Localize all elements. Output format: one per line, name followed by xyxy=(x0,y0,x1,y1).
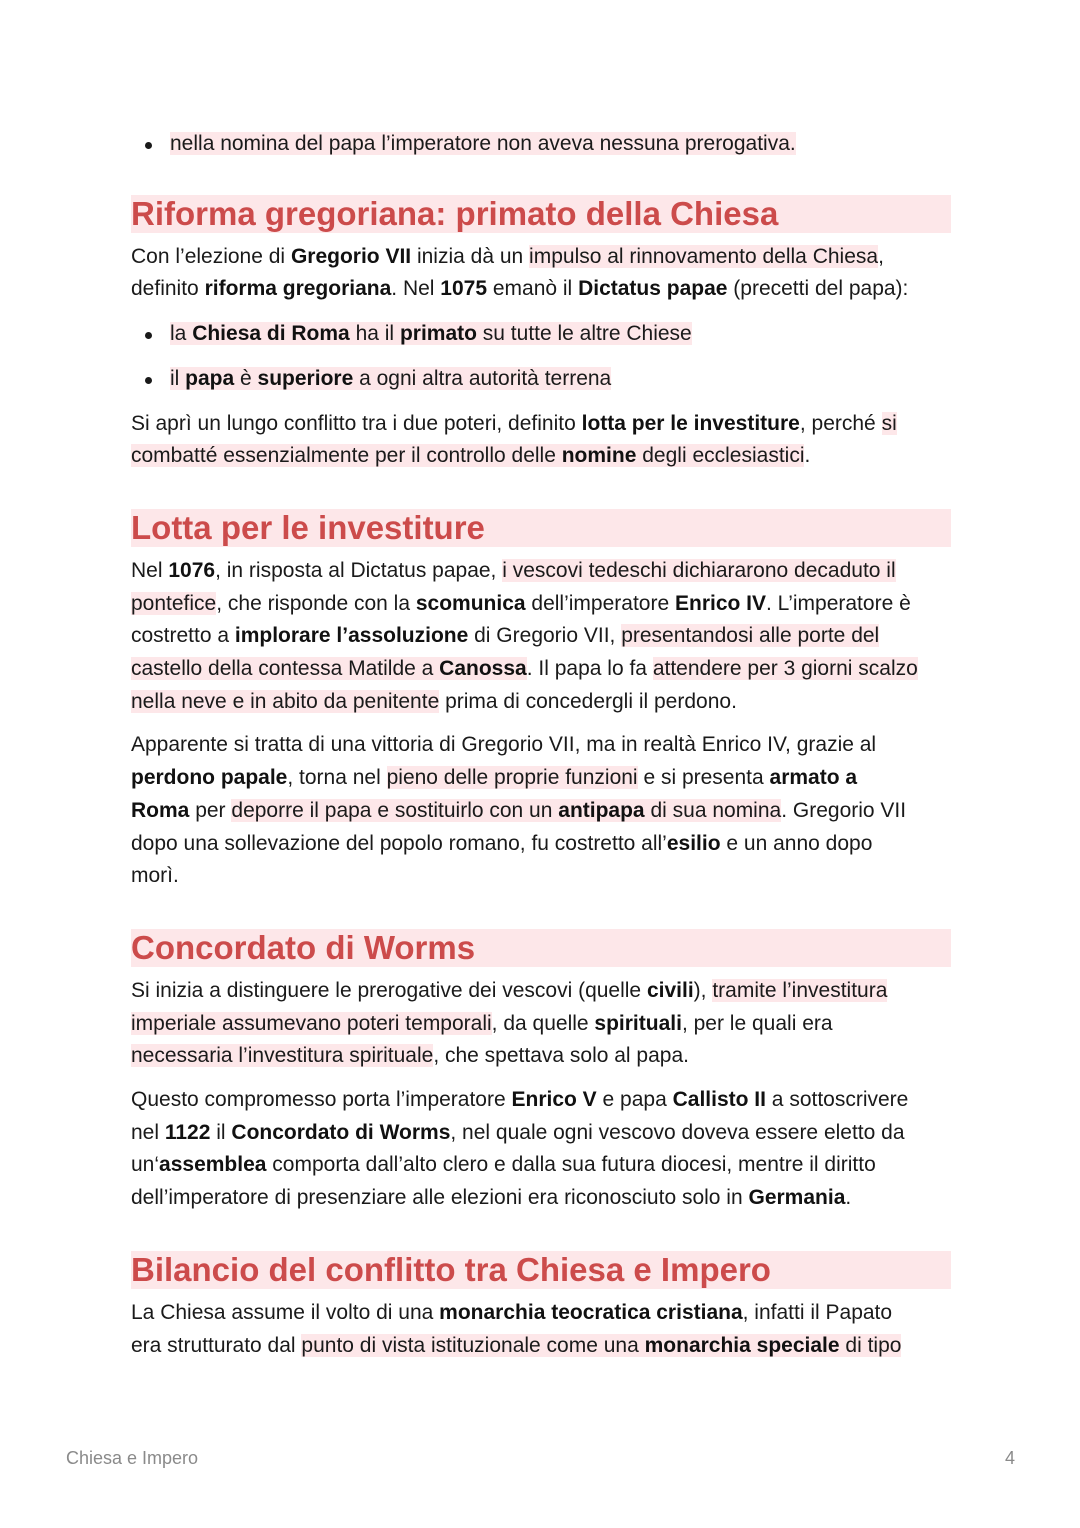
bold-text: civili xyxy=(646,978,694,1002)
text: . L’imperatore è xyxy=(766,591,911,615)
text: è xyxy=(234,366,258,390)
text: , che risponde con la xyxy=(216,591,416,615)
text: . Gregorio VII xyxy=(781,798,907,822)
text: ha il xyxy=(349,322,400,346)
text: ), xyxy=(693,978,713,1002)
text: Nel xyxy=(131,558,169,582)
bold-text: esilio xyxy=(666,831,721,855)
highlighted-text: presentandosi alle porte del xyxy=(621,624,880,648)
highlighted-text: di tipo xyxy=(839,1333,902,1357)
text: era strutturato dal xyxy=(131,1333,302,1357)
bold-text: spirituali xyxy=(594,1011,682,1035)
footer-document-title: Chiesa e Impero xyxy=(66,1448,199,1468)
bold-text: scomunica xyxy=(415,591,526,615)
bold-text: Canossa xyxy=(439,657,527,681)
text: su tutte le altre Chiese xyxy=(476,322,692,346)
text: a sottoscrivere xyxy=(765,1088,909,1112)
section-heading: Bilancio del conflitto tra Chiesa e Impero xyxy=(131,1251,951,1289)
text: , perché xyxy=(799,411,882,435)
bold-text: Callisto II xyxy=(672,1088,766,1112)
text: , nel quale ogni vescovo doveva essere eletto da xyxy=(450,1120,905,1144)
highlighted-text: imperiale assumevano poteri temporali xyxy=(131,1011,492,1035)
bold-text: Chiesa di Roma xyxy=(192,322,350,346)
bold-text: papa xyxy=(185,366,235,390)
text: dell’imperatore di presenziare alle elezioni era riconosciuto solo in xyxy=(131,1186,749,1210)
text: e papa xyxy=(596,1088,673,1112)
text: . Il papa lo fa xyxy=(526,657,653,681)
bold-text: Dictatus papae xyxy=(578,277,728,301)
bold-text: 1122 xyxy=(164,1120,211,1144)
text: inizia dà un xyxy=(411,244,530,268)
text: , infatti il Papato xyxy=(742,1300,893,1324)
text: dell’imperatore xyxy=(525,591,675,615)
section-lotta-investiture xyxy=(131,509,951,893)
section-heading: Riforma gregoriana: primato della Chiesa xyxy=(131,195,951,233)
bold-text: 1075 xyxy=(440,277,488,301)
text: e si presenta xyxy=(637,766,770,790)
text: definito xyxy=(131,277,205,301)
paragraph xyxy=(131,975,951,1073)
section-bilancio-conflitto xyxy=(131,1251,951,1362)
text: , da quelle xyxy=(491,1011,595,1035)
bold-text: armato a xyxy=(769,766,858,790)
text: . Nel xyxy=(391,277,441,301)
text: Apparente si tratta di una vittoria di Gregorio VII, ma in realtà Enrico IV, grazie al xyxy=(131,733,877,757)
text: per xyxy=(189,798,232,822)
text: La Chiesa assume il volto di una xyxy=(131,1300,440,1324)
highlighted-text: si xyxy=(881,411,897,435)
highlighted-text: deporre il papa e sostituirlo con un xyxy=(231,798,559,822)
paragraph xyxy=(131,555,951,719)
paragraph xyxy=(131,1297,951,1362)
section-heading: Concordato di Worms xyxy=(131,929,951,967)
bold-text: Enrico IV xyxy=(674,591,767,615)
text: il xyxy=(210,1120,232,1144)
highlighted-text: punto di vista istituzionale come una xyxy=(301,1333,645,1357)
text: morì. xyxy=(131,864,179,888)
paragraph xyxy=(131,408,951,473)
text: un‘ xyxy=(131,1153,160,1177)
bold-text: lotta per le investiture xyxy=(581,411,800,435)
bold-text: Gregorio VII xyxy=(290,244,412,268)
bullet-list xyxy=(131,318,951,395)
section-riforma-gregoriana xyxy=(131,195,951,473)
paragraph xyxy=(131,729,951,893)
bold-text: Concordato di Worms xyxy=(231,1120,451,1144)
highlighted-text: di sua nomina xyxy=(644,798,782,822)
text: Questo compromesso porta l’imperatore xyxy=(131,1088,512,1112)
text: a ogni altra autorità terrena xyxy=(353,366,612,390)
bold-text: monarchia teocratica cristiana xyxy=(439,1300,743,1324)
footer-page-number: 4 xyxy=(1004,1448,1015,1468)
highlighted-text: degli ecclesiastici xyxy=(636,444,805,468)
bold-text: primato xyxy=(399,322,477,346)
highlighted-text: pieno delle proprie funzioni xyxy=(386,766,638,790)
text: emanò il xyxy=(487,277,579,301)
highlighted-text: combatté essenzialmente per il controllo delle xyxy=(131,444,562,468)
bold-text: assemblea xyxy=(159,1153,267,1177)
highlighted-text: necessaria l’investitura spirituale xyxy=(131,1044,434,1068)
text: , che spettava solo al papa. xyxy=(433,1044,689,1068)
bold-text: Roma xyxy=(131,798,190,822)
bold-text: perdono papale xyxy=(131,766,288,790)
bold-text: 1076 xyxy=(168,558,216,582)
highlighted-text: i vescovi tedeschi dichiararono decaduto il xyxy=(502,558,896,582)
intro-bullet-list xyxy=(131,128,951,161)
text: (precetti del papa): xyxy=(727,277,909,301)
highlighted-text: nella nomina del papa l’imperatore non aveva nessuna prerogativa. xyxy=(170,132,796,155)
list-item xyxy=(131,128,951,161)
bold-text: Enrico V xyxy=(511,1088,597,1112)
highlighted-text: castello della contessa Matilde a xyxy=(131,657,440,681)
text: di Gregorio VII, xyxy=(468,624,622,648)
bold-text: riforma gregoriana xyxy=(204,277,392,301)
list-item xyxy=(131,363,951,396)
highlighted-text: pontefice xyxy=(131,591,217,615)
highlighted-text: nella neve e in abito da penitente xyxy=(131,689,440,713)
bold-text: Germania xyxy=(748,1186,846,1210)
text: , torna nel xyxy=(287,766,387,790)
section-concordato-worms xyxy=(131,929,951,1215)
text: nel xyxy=(131,1120,165,1144)
text: prima di concedergli il perdono. xyxy=(439,689,737,713)
text: Con l’elezione di xyxy=(131,244,291,268)
bold-text: monarchia speciale xyxy=(644,1333,840,1357)
text: dopo una sollevazione del popolo romano, fu costretto all’ xyxy=(131,831,667,855)
bold-text: nomine xyxy=(561,444,637,468)
highlighted-text: attendere per 3 giorni scalzo xyxy=(652,657,918,681)
text: costretto a xyxy=(131,624,235,648)
text: Si aprì un lungo conflitto tra i due poteri, definito xyxy=(131,411,582,435)
text: . xyxy=(845,1186,852,1210)
text: , xyxy=(878,244,884,268)
text: . xyxy=(804,444,811,468)
text: comporta dall’alto clero e dalla sua futura diocesi, mentre il diritto xyxy=(266,1153,876,1177)
text: e un anno dopo xyxy=(720,831,873,855)
bold-text: implorare l’assoluzione xyxy=(234,624,469,648)
text: Si inizia a distinguere le prerogative dei vescovi (quelle xyxy=(131,978,647,1002)
text: , per le quali era xyxy=(681,1011,833,1035)
paragraph xyxy=(131,1084,951,1215)
bold-text: superiore xyxy=(257,366,354,390)
text: la xyxy=(170,322,193,346)
bold-text: antipapa xyxy=(558,798,645,822)
document-page xyxy=(131,128,951,1362)
highlighted-text: tramite l’investitura xyxy=(712,978,888,1002)
text: , in risposta al Dictatus papae, xyxy=(215,558,503,582)
paragraph xyxy=(131,241,951,306)
text: il xyxy=(170,366,186,390)
highlighted-text: impulso al rinnovamento della Chiesa xyxy=(529,244,879,268)
list-item xyxy=(131,318,951,351)
section-heading: Lotta per le investiture xyxy=(131,509,951,547)
